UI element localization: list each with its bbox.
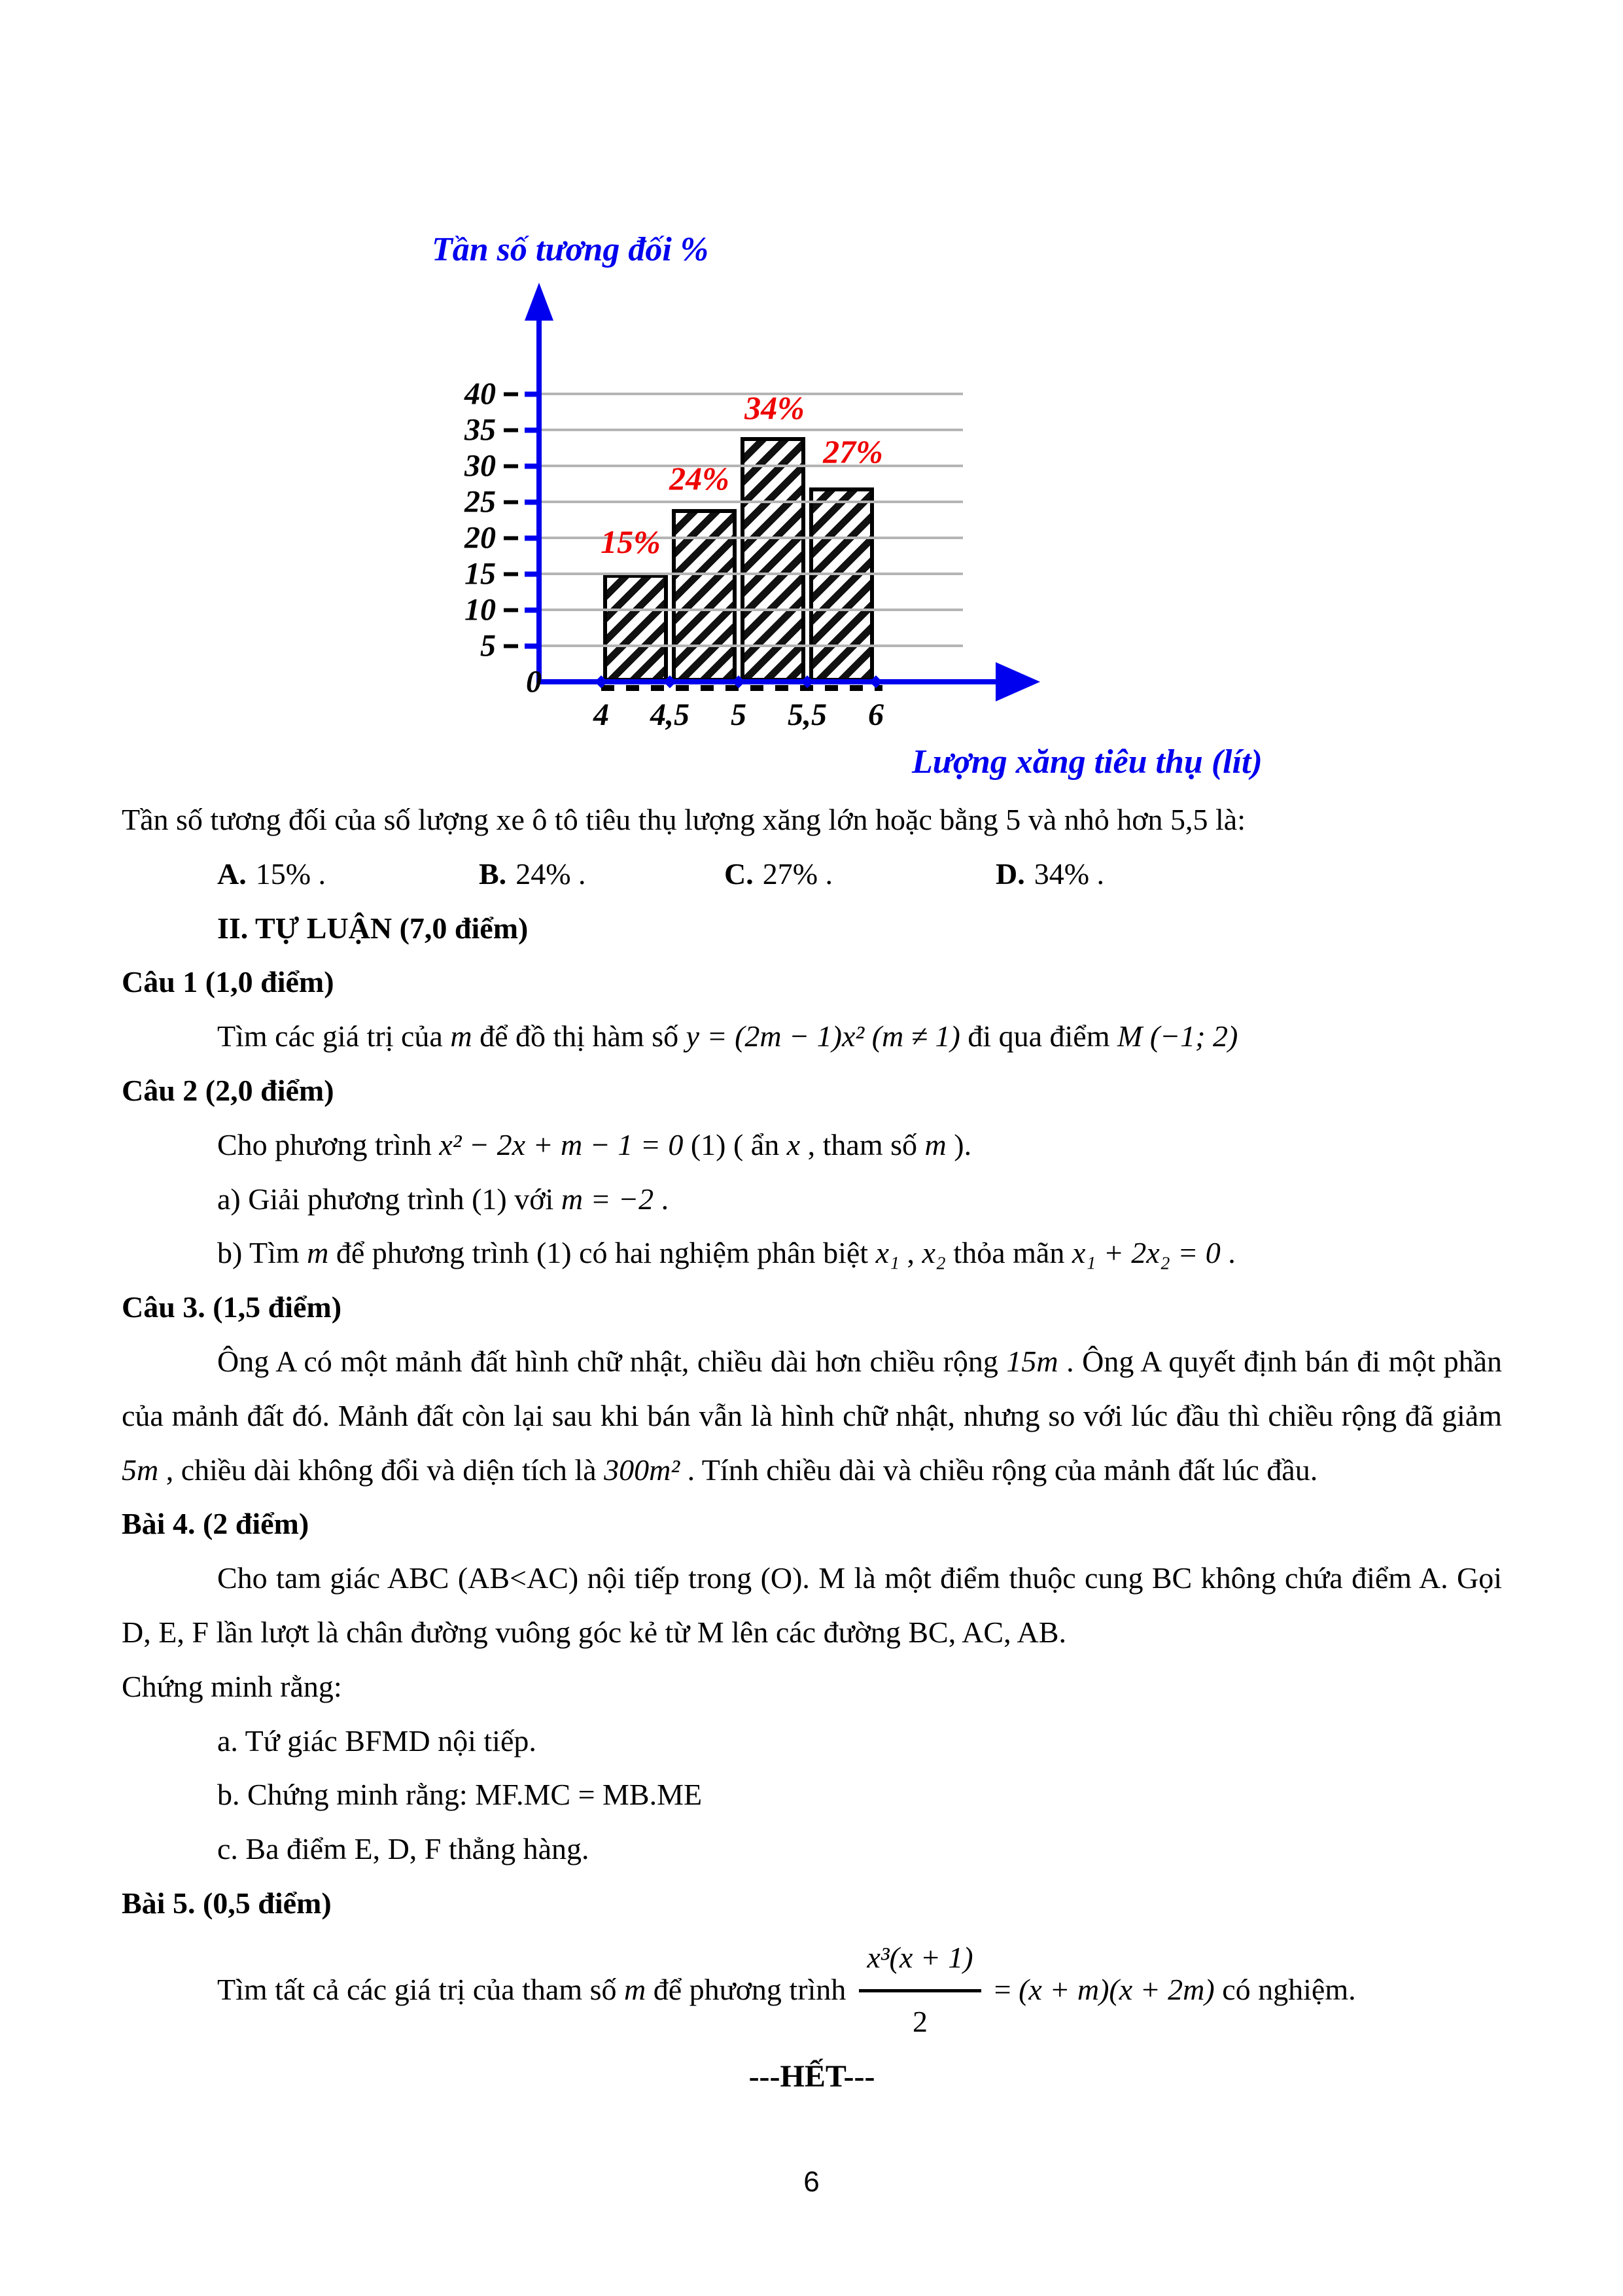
bai5-heading: Bài 5. (0,5 điểm) xyxy=(122,1886,332,1920)
cau2-part-b: b) Tìm m để phương trình (1) có hai nghiệm phân biệt x₁ , x₂ thỏa mãn x₁ + 2x₂ = 0 . xyxy=(217,1236,1236,1270)
bar-15-percent xyxy=(603,574,668,682)
bai4-item-a: a. Tứ giác BFMD nội tiếp. xyxy=(217,1723,536,1757)
option-a xyxy=(217,847,479,902)
cau2-heading: Câu 2 (2,0 điểm) xyxy=(122,1073,334,1107)
y-tick-label: 10 xyxy=(464,592,496,627)
tick-dash xyxy=(504,428,518,432)
tick-dash xyxy=(525,463,542,468)
bai5-post-text: = (x + m)(x + 2m) có nghiệm. xyxy=(994,1972,1356,2006)
option-c xyxy=(724,847,996,902)
bar-value-label: 24% xyxy=(669,460,729,497)
y-axis-title: Tần số tương đối % xyxy=(432,231,709,268)
tick-dash xyxy=(525,499,542,504)
bai4-heading: Bài 4. (2 điểm) xyxy=(122,1507,309,1541)
tick-dash xyxy=(504,536,518,540)
cau2-part-a: a) Giải phương trình (1) với m = −2 . xyxy=(217,1182,669,1216)
x-tick-label: 5,5 xyxy=(788,698,827,732)
question-text: Tần số tương đối của số lượng xe ô tô tiêu thụ lượng xăng lớn hoặc bằng 5 và nhỏ hơn 5,5 là: xyxy=(122,803,1246,836)
y-tick xyxy=(393,664,587,700)
y-tick xyxy=(393,628,542,664)
option-b-key: B. xyxy=(479,857,507,891)
tick-dash xyxy=(504,464,518,468)
document-body xyxy=(122,793,1502,2106)
y-axis-arrow-icon xyxy=(525,283,553,321)
x-tick-label: 4,5 xyxy=(650,698,689,732)
y-tick-label: 25 xyxy=(464,484,496,520)
bar-24-percent xyxy=(672,509,737,682)
option-a-value: 15% . xyxy=(255,857,326,891)
gridline xyxy=(539,573,963,575)
y-tick xyxy=(393,520,542,556)
cau2-intro: Cho phương trình x² − 2x + m − 1 = 0 (1) ( ẩn x , tham số m ). xyxy=(217,1127,972,1161)
page-number: 6 xyxy=(803,2166,820,2198)
bai4-item-c: c. Ba điểm E, D, F thẳng hàng. xyxy=(217,1832,589,1866)
x-tick-label: 4 xyxy=(593,698,609,732)
relative-frequency-histogram xyxy=(400,230,1421,793)
option-b-value: 24% . xyxy=(515,857,586,891)
x-axis-title: Lượng xăng tiêu thụ (lít) xyxy=(912,743,1263,781)
tick-dash xyxy=(525,427,542,433)
cau1-body: Tìm các giá trị của m để đồ thị hàm số y = (2m − 1)x² (m ≠ 1) đi qua điểm M (−1; 2) xyxy=(217,1019,1238,1053)
cau1-heading: Câu 1 (1,0 điểm) xyxy=(122,965,334,999)
fraction xyxy=(859,1931,981,2049)
gridline xyxy=(539,609,963,611)
option-b xyxy=(479,847,724,902)
y-tick-label: 40 xyxy=(464,376,496,412)
x-axis-arrow-icon xyxy=(996,662,1040,701)
gridline xyxy=(539,429,963,431)
option-a-key: A. xyxy=(217,857,247,891)
y-tick xyxy=(393,376,542,412)
y-tick xyxy=(393,484,542,520)
answer-options xyxy=(122,847,1502,902)
option-d-value: 34% . xyxy=(1034,857,1105,891)
baseline-dashes xyxy=(601,685,882,691)
bai4-item-b: b. Chứng minh rằng: MF.MC = MB.ME xyxy=(217,1778,703,1812)
tick-dash xyxy=(504,608,518,612)
y-tick-label: 0 xyxy=(526,664,542,699)
tick-dash xyxy=(525,535,542,540)
option-d-key: D. xyxy=(996,857,1025,891)
y-tick xyxy=(393,448,542,484)
tick-dash xyxy=(525,643,542,648)
y-tick xyxy=(393,592,542,628)
section-2-heading: II. TỰ LUẬN (7,0 điểm) xyxy=(217,911,529,945)
y-tick-label: 15 xyxy=(464,556,496,592)
y-tick-label: 20 xyxy=(464,520,496,556)
cau3-heading: Câu 3. (1,5 điểm) xyxy=(122,1290,342,1324)
bai4-body2: Chứng minh rằng: xyxy=(122,1669,342,1703)
tick-dash xyxy=(504,500,518,504)
bai4-body: Cho tam giác ABC (AB<AC) nội tiếp trong (O). M là một điểm thuộc cung BC không chứa điểm A. Gọi D, E, F lần lượt là chân đường vuông góc kẻ từ M lên các đường BC, AC, AB. xyxy=(122,1561,1502,1649)
plot-area xyxy=(464,283,1263,781)
y-tick-label: 5 xyxy=(480,628,496,663)
option-c-value: 27% . xyxy=(762,857,833,891)
tick-dash xyxy=(504,644,518,648)
fraction-denominator: 2 xyxy=(912,2004,928,2038)
tick-dash xyxy=(504,572,518,576)
y-tick xyxy=(393,556,542,592)
y-tick-label: 35 xyxy=(464,412,496,448)
end-mark: ---HẾT--- xyxy=(748,2059,875,2094)
bai5-body xyxy=(122,1931,1502,2049)
fraction-numerator: x³(x + 1) xyxy=(859,1931,981,1992)
bar-value-label: 27% xyxy=(823,433,883,470)
gridline xyxy=(539,645,963,647)
bar-27-percent xyxy=(809,487,874,682)
y-tick-label: 30 xyxy=(464,448,496,484)
bai5-pre-text: Tìm tất cả các giá trị của tham số m để phương trình xyxy=(217,1972,846,2006)
tick-dash xyxy=(525,571,542,576)
tick-dash xyxy=(525,391,542,397)
x-tick-label: 6 xyxy=(868,698,884,732)
gridline xyxy=(539,501,963,503)
x-tick-label: 5 xyxy=(731,698,746,732)
bar-value-label: 34% xyxy=(744,389,805,426)
option-d xyxy=(996,847,1104,902)
tick-dash xyxy=(525,607,542,612)
cau3-body: Ông A có một mảnh đất hình chữ nhật, chiều dài hơn chiều rộng 15m . Ông A quyết định bán đi một phần của mảnh đất đó. Mảnh đất còn lại sau khi bán vẫn là hình chữ nhật, nhưng so với lúc đầu thì chiều rộng đã giảm 5m , chiều dài không đổi và diện tích là 300m² . Tính chiều dài và chiều rộng của mảnh đất lúc đầu. xyxy=(122,1344,1503,1487)
y-tick xyxy=(393,412,542,448)
option-c-key: C. xyxy=(724,857,754,891)
tick-dash xyxy=(504,392,518,396)
bar-value-label: 15% xyxy=(601,523,661,560)
